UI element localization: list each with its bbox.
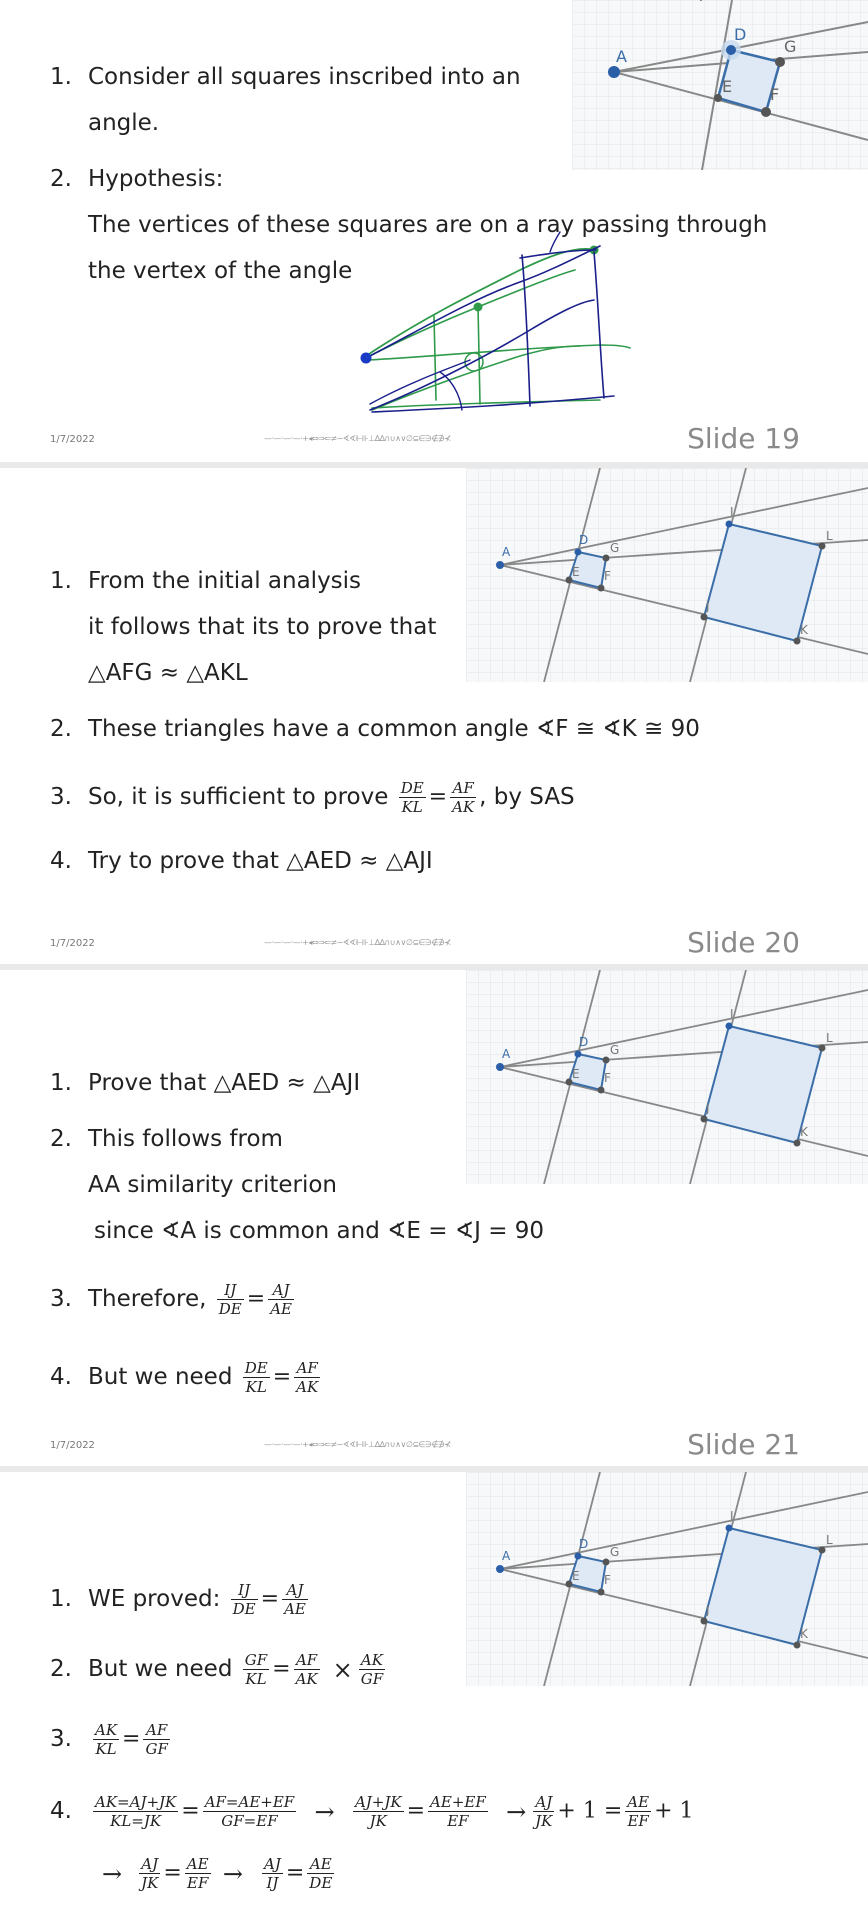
slide-number: Slide 20 bbox=[687, 926, 800, 959]
list-number: 3. bbox=[50, 784, 72, 810]
label-D: D bbox=[579, 1035, 589, 1049]
item-text: The vertices of these squares are on a ray passing through bbox=[88, 212, 768, 238]
slide-21 bbox=[0, 970, 868, 1466]
fraction: $\frac{GF}{KL}$ bbox=[244, 1651, 268, 1688]
fraction: $\frac{AF}{AK}$ bbox=[295, 1651, 318, 1688]
label-G: G bbox=[610, 1545, 620, 1559]
geometry-figure-slide19 bbox=[572, 0, 868, 170]
arrow-icon: → bbox=[506, 1797, 527, 1826]
arrow-icon: → bbox=[102, 1859, 123, 1888]
slide-number: Slide 21 bbox=[687, 1428, 800, 1461]
fraction: $\frac{AJ}{IJ}$ bbox=[264, 1855, 281, 1892]
plus-one-equals: + 1 = bbox=[557, 1798, 623, 1824]
geometry-figure-slide21 bbox=[466, 970, 868, 1184]
point-G bbox=[775, 57, 785, 67]
fraction: $\frac{DE}{KL}$ bbox=[244, 1359, 268, 1396]
point-D bbox=[726, 45, 736, 55]
list-number: 3. bbox=[50, 1726, 72, 1752]
list-number: 3. bbox=[50, 1286, 72, 1312]
label-I: I bbox=[730, 505, 734, 519]
equals-sign: = bbox=[122, 1726, 141, 1752]
fraction: $\frac{AJ}{JK}$ bbox=[141, 1855, 159, 1892]
label-G: G bbox=[610, 1043, 620, 1057]
label-J: J bbox=[706, 599, 710, 613]
equation-prefix: Therefore, bbox=[88, 1286, 207, 1312]
label-A: A bbox=[616, 47, 627, 66]
item-text: These triangles have a common angle ∢F ≅ ∢K ≅ 90 bbox=[88, 716, 700, 742]
item-text: △AFG ≈ △AKL bbox=[88, 660, 248, 686]
label-K: K bbox=[800, 623, 808, 637]
item-equation bbox=[88, 1638, 388, 1701]
item-text: Consider all squares inscribed into an bbox=[88, 64, 521, 90]
point-A bbox=[608, 66, 620, 78]
equals-sign: = bbox=[181, 1798, 200, 1824]
arrow-icon: → bbox=[222, 1859, 243, 1888]
list-number: 1. bbox=[50, 64, 72, 90]
fraction: $\frac{AK=AJ+JK}{KL=JK}$ bbox=[95, 1793, 177, 1830]
item-equation bbox=[88, 1568, 311, 1631]
equation-prefix: So, it is sufficient to prove bbox=[88, 784, 389, 810]
fraction: $\frac{AF}{GF}$ bbox=[145, 1721, 168, 1758]
point-E bbox=[714, 94, 722, 102]
slide-footer: —·—·—·—·+◂⇔⇒⇐≠∽∢∢⊩⊪⊥∆∆∩∪∧∨∅⊆∈∋∉∌⊀ bbox=[264, 1440, 451, 1449]
list-number: 4. bbox=[50, 1364, 72, 1390]
label-F: F bbox=[604, 569, 611, 583]
slide-footer: —·—·—·—·+◂⇔⇒⇐≠∽∢∢⊩⊪⊥∆∆∩∪∧∨∅⊆∈∋∉∌⊀ bbox=[264, 938, 451, 947]
item-text: AA similarity criterion bbox=[88, 1172, 338, 1198]
fraction: $\frac{AE}{DE}$ bbox=[309, 1855, 333, 1892]
fraction: $\frac{DE}{KL}$ bbox=[400, 779, 424, 816]
slide-date: 1/7/2022 bbox=[50, 938, 95, 949]
label-D: D bbox=[579, 533, 589, 547]
label-E: E bbox=[572, 1067, 580, 1081]
item-text: it follows that its to prove that bbox=[88, 614, 437, 640]
point-F bbox=[761, 107, 771, 117]
list-number: 1. bbox=[50, 1070, 72, 1096]
item-text: Try to prove that △AED ≈ △AJI bbox=[88, 848, 433, 874]
label-L: L bbox=[826, 1031, 833, 1045]
label-D: D bbox=[734, 25, 747, 44]
fraction: $\frac{AK}{GF}$ bbox=[360, 1651, 384, 1688]
fraction: $\frac{AF}{AK}$ bbox=[452, 779, 475, 816]
slide-20 bbox=[0, 468, 868, 964]
list-number: 2. bbox=[50, 166, 72, 192]
label-L: L bbox=[826, 1533, 833, 1547]
label-F: F bbox=[770, 85, 780, 104]
fraction: $\frac{AJ}{AE}$ bbox=[284, 1581, 306, 1618]
label-F: F bbox=[604, 1071, 611, 1085]
fraction: $\frac{AF=AE+EF}{GF=EF}$ bbox=[204, 1793, 295, 1830]
slide-footer: —·—·—·—·+◂⇔⇒⇐≠∽∢∢⊩⊪⊥∆∆∩∪∧∨∅⊆∈∋∉∌⊀ bbox=[264, 434, 451, 443]
fraction: $\frac{AJ+JK}{JK}$ bbox=[354, 1793, 402, 1830]
equation-suffix: , by SAS bbox=[479, 784, 575, 810]
equals-sign: = bbox=[285, 1860, 305, 1886]
geometry-svg-slide20 bbox=[466, 468, 868, 682]
item-equation bbox=[90, 1708, 173, 1771]
list-number: 4. bbox=[50, 1798, 72, 1824]
fraction: $\frac{AF}{AK}$ bbox=[296, 1359, 319, 1396]
list-number: 4. bbox=[50, 848, 72, 874]
label-J: J bbox=[706, 1101, 710, 1115]
label-F: F bbox=[604, 1573, 611, 1587]
label-J: J bbox=[706, 1603, 710, 1617]
fraction: $\frac{AK}{KL}$ bbox=[95, 1721, 118, 1758]
item-equation bbox=[90, 1780, 694, 1843]
geometry-figure-slide20 bbox=[466, 468, 868, 682]
equals-sign: = bbox=[428, 784, 448, 810]
fraction: $\frac{AE}{EF}$ bbox=[186, 1855, 209, 1892]
label-E: E bbox=[722, 77, 733, 96]
label-A: A bbox=[502, 1549, 511, 1563]
list-number: 2. bbox=[50, 716, 72, 742]
item-equation bbox=[88, 1346, 323, 1409]
label-G: G bbox=[784, 37, 797, 56]
label-A: A bbox=[502, 545, 511, 559]
equals-sign: = bbox=[272, 1656, 291, 1682]
fraction: $\frac{IJ}{DE}$ bbox=[218, 1281, 242, 1318]
equation-prefix: But we need bbox=[88, 1656, 233, 1682]
item-equation bbox=[88, 766, 575, 829]
geometry-svg-slide22 bbox=[466, 1472, 868, 1686]
item-text: since ∢A is common and ∢E = ∢J = 90 bbox=[94, 1218, 545, 1244]
equals-sign: = bbox=[272, 1364, 292, 1390]
label-I: I bbox=[730, 1509, 734, 1523]
list-number: 2. bbox=[50, 1126, 72, 1152]
label-L: L bbox=[826, 529, 833, 543]
item-text: Prove that △AED ≈ △AJI bbox=[88, 1070, 361, 1096]
label-G: G bbox=[610, 541, 620, 555]
fraction: $\frac{AE+EF}{EF}$ bbox=[430, 1793, 486, 1830]
label-E: E bbox=[572, 565, 580, 579]
label-K: K bbox=[800, 1627, 808, 1641]
fraction: $\frac{AJ}{AE}$ bbox=[270, 1281, 292, 1318]
equals-sign: = bbox=[246, 1286, 266, 1312]
item-text: angle. bbox=[88, 110, 160, 136]
slide-22 bbox=[0, 1472, 868, 1920]
label-E: E bbox=[572, 1569, 580, 1583]
label-A: A bbox=[502, 1047, 511, 1061]
geometry-figure-slide22 bbox=[466, 1472, 868, 1686]
geometry-svg-slide21 bbox=[466, 970, 868, 1184]
item-equation-continued bbox=[102, 1842, 337, 1905]
item-text: This follows from bbox=[88, 1126, 283, 1152]
geometry-svg-slide19 bbox=[572, 0, 868, 170]
list-number: 2. bbox=[50, 1656, 72, 1682]
label-I: I bbox=[730, 1007, 734, 1021]
fraction: $\frac{AJ}{JK}$ bbox=[535, 1793, 553, 1830]
fraction: $\frac{IJ}{DE}$ bbox=[232, 1581, 256, 1618]
equals-sign: = bbox=[260, 1586, 280, 1612]
slide-date: 1/7/2022 bbox=[50, 434, 95, 445]
equation-prefix: WE proved: bbox=[88, 1586, 221, 1612]
times-sign: × bbox=[332, 1655, 353, 1684]
label-D: D bbox=[579, 1537, 589, 1551]
item-text: Hypothesis: bbox=[88, 166, 224, 192]
fraction: $\frac{AE}{EF}$ bbox=[627, 1793, 650, 1830]
arrow-icon: → bbox=[314, 1797, 335, 1826]
list-number: 1. bbox=[50, 568, 72, 594]
equation-prefix: But we need bbox=[88, 1364, 233, 1390]
equals-sign: = bbox=[163, 1860, 182, 1886]
label-K: K bbox=[800, 1125, 808, 1139]
slide-date: 1/7/2022 bbox=[50, 1440, 95, 1451]
list-number: 1. bbox=[50, 1586, 72, 1612]
item-equation bbox=[88, 1268, 297, 1331]
item-text: From the initial analysis bbox=[88, 568, 362, 594]
item-text: the vertex of the angle bbox=[88, 258, 353, 284]
slide-number: Slide 19 bbox=[687, 422, 800, 455]
equals-sign: = bbox=[406, 1798, 426, 1824]
plus-one: + 1 bbox=[654, 1798, 694, 1824]
slide-19 bbox=[0, 0, 868, 462]
